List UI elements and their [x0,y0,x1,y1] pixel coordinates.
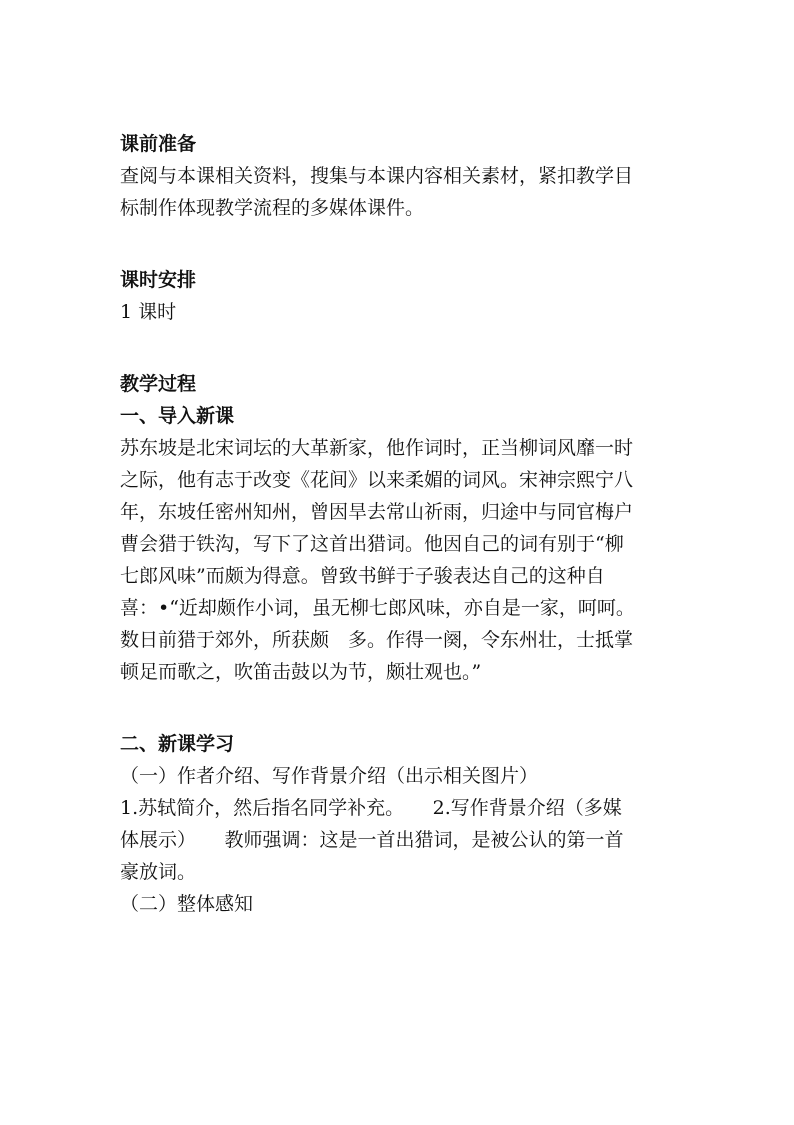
schedule-line-1: 1 课时 [120,301,177,323]
study-line-1: （一）作者介绍、写作背景介绍（出示相关图片） [120,765,539,787]
spacer [120,224,700,264]
study-line-2: 1.苏轼简介，然后指名同学补充。 2.写作背景介绍（多媒 [120,797,622,819]
document-page [120,128,700,920]
spacer [120,688,700,728]
intro-line-1: 苏东坡是北宋词坛的大革新家，他作词时，正当柳词风靡一时 [120,437,634,459]
intro-line-5: 七郎风味”而颇为得意。曾致书鲜于子骏表达自己的这种自 [120,565,605,587]
study-line-5: （二）整体感知 [120,893,254,915]
intro-paragraph [120,432,700,688]
intro-line-3: 年，东坡任密州知州，曾因旱去常山祈雨，归途中与同官梅户 [120,501,634,523]
study-line-4: 豪放词。 [120,861,197,883]
section-title-schedule: 课时安排 [120,269,197,291]
section-title-study: 二、新课学习 [120,733,235,755]
intro-line-7: 数日前猎于郊外，所获颇 多。作得一阕，令东州壮，士抵掌 [120,629,634,651]
spacer [120,328,700,368]
intro-line-4: 曹会猎于铁沟，写下了这首出猎词。他因自己的词有别于“柳 [120,533,624,555]
study-line-3: 体展示） 教师强调：这是一首出猎词，是被公认的第一首 [120,829,624,851]
prep-paragraph [120,160,700,224]
prep-line-2: 标制作体现教学流程的多媒体课件。 [120,197,425,219]
intro-line-2: 之际，他有志于改变《花间》以来柔媚的词风。宋神宗熙宁八 [120,469,634,491]
schedule-paragraph [120,296,700,328]
section-title-intro: 一、导入新课 [120,405,235,427]
section-title-process: 教学过程 [120,373,197,395]
study-paragraph [120,760,700,920]
prep-line-1: 查阅与本课相关资料，搜集与本课内容相关素材，紧扣教学目 [120,165,634,187]
section-title-prep: 课前准备 [120,133,197,155]
intro-line-8: 顿足而歌之，吹笛击鼓以为节，颇壮观也。” [120,661,482,683]
intro-line-6: 喜：•“近却颇作小词，虽无柳七郎风味，亦自是一家，呵呵。 [120,597,635,619]
